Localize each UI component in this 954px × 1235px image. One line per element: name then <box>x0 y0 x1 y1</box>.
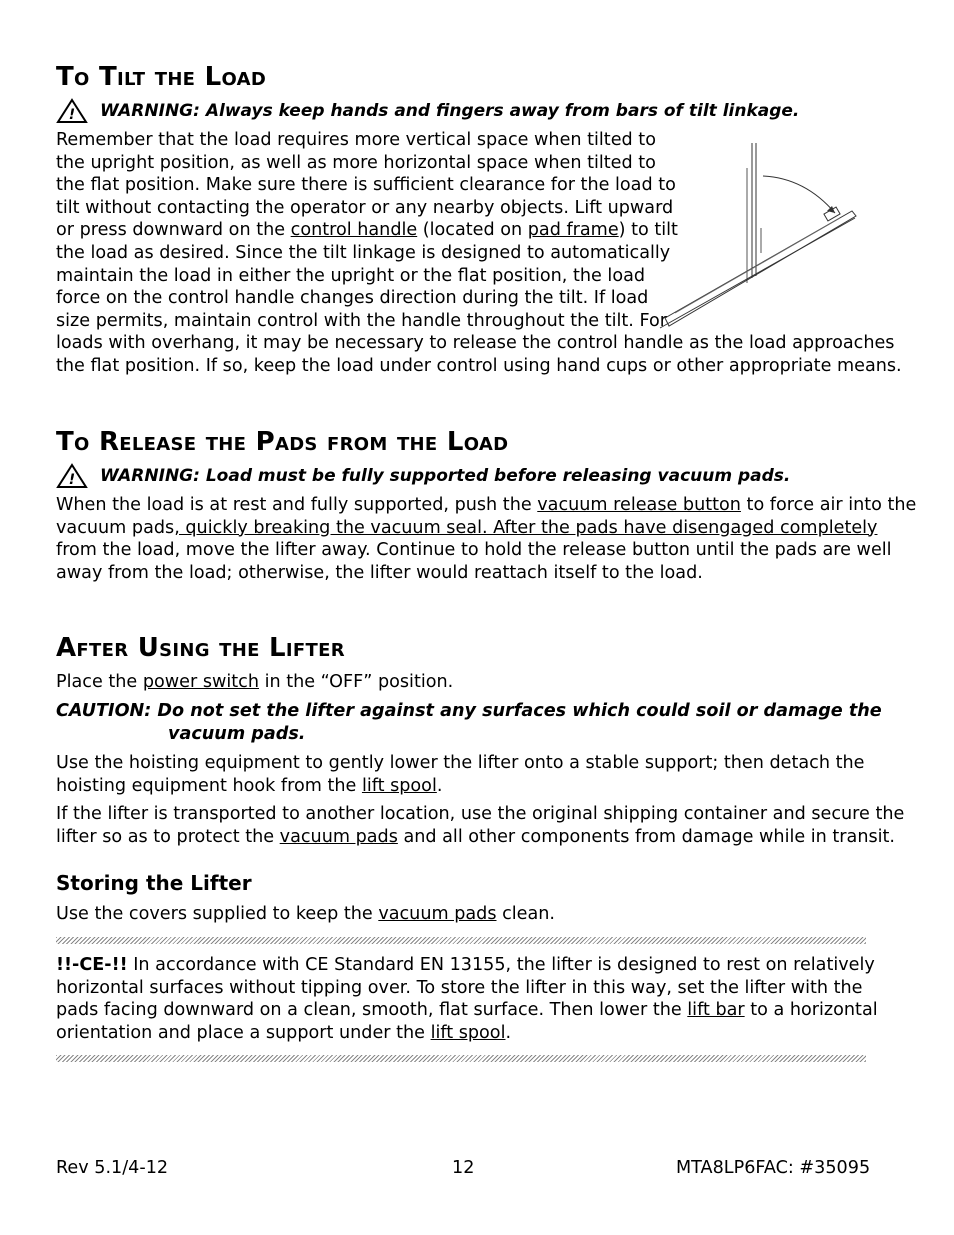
text-segment: Use the covers supplied to keep the <box>56 904 379 924</box>
text-segment: orientation and place a support under the <box>56 1022 431 1043</box>
text-segment: from the load, move the lifter away. Continue to hold the release button until the pads are well <box>56 540 892 561</box>
text-segment: away from the load; otherwise, the lifter would reattach itself to the load. <box>56 562 703 583</box>
part-reference: vacuum release button <box>537 495 741 515</box>
text-segment: in the “OFF” position. <box>258 672 454 692</box>
text-segment: lifter so as to protect the <box>56 826 280 847</box>
svg-text:!: ! <box>68 107 76 123</box>
text-segment: to a horizontal <box>744 1000 878 1021</box>
text-segment: loads with overhang, it may be necessary to release the control handle as the load approaches <box>56 333 895 354</box>
text-line <box>56 539 916 562</box>
text-segment: or press downward on the <box>56 220 291 241</box>
part-reference: , quickly breaking the vacuum seal. After the pads have disengaged completely <box>174 517 878 538</box>
text-segment: Place the <box>56 672 143 692</box>
footer-page-number: 12 <box>452 1158 475 1178</box>
text-segment: . <box>505 1022 512 1043</box>
release-warning <box>56 463 790 489</box>
hatch-divider-bottom <box>56 1055 866 1062</box>
footer-revision: Rev 5.1/4-12 <box>56 1158 169 1178</box>
text-segment: hoisting equipment hook from the <box>56 775 362 796</box>
part-reference: power switch <box>142 672 259 692</box>
text-line <box>56 775 864 798</box>
svg-text:!: ! <box>68 472 76 488</box>
text-segment: the load as desired. Since the tilt linkage is designed to automatically <box>56 242 671 263</box>
text-segment: (located on <box>417 220 528 241</box>
text-segment: the flat position. If so, keep the load under control using hand cups or other appropriate means. <box>56 355 902 376</box>
text-segment: horizontal surfaces without tipping over. To store the lifter in this way, set the lifter with the <box>56 977 863 998</box>
text-segment: . <box>436 775 443 796</box>
text-line <box>56 752 864 775</box>
text-segment: force on the control handle changes direction during the tilt. If load <box>56 288 649 309</box>
text-segment: size permits, maintain control with the handle throughout the tilt. For <box>56 310 667 331</box>
text-line <box>56 954 878 977</box>
text-line <box>56 562 916 585</box>
caution-line-1: CAUTION: Do not set the lifter against any surfaces which could soil or damage the <box>56 701 882 721</box>
text-segment: maintain the load in either the upright or the flat position, the load <box>56 265 646 286</box>
text-line <box>56 517 916 540</box>
ce-lead: !!-CE-!! <box>56 955 128 975</box>
text-segment: to force air into the <box>740 495 917 515</box>
tilt-warning <box>56 98 799 124</box>
text-segment: ) to tilt <box>618 220 678 241</box>
part-reference: control handle <box>290 220 418 241</box>
text-segment: the flat position. Make sure there is sufficient clearance for the load to <box>56 175 676 196</box>
text-segment: and all other components from damage while in transit. <box>397 826 896 847</box>
tilt-heading: To Tilt the Load <box>56 62 267 92</box>
caution-line-2: vacuum pads. <box>168 724 306 744</box>
text-segment: If the lifter is transported to another location, use the original shipping container and secure the <box>56 804 905 824</box>
part-reference: vacuum pads <box>378 904 497 924</box>
text-line <box>56 494 916 517</box>
after-hoist <box>56 752 864 797</box>
text-line <box>56 999 878 1022</box>
part-reference: pad frame <box>527 220 619 241</box>
text-line <box>56 671 453 694</box>
warning-icon <box>56 98 88 124</box>
part-reference: lift bar <box>687 1000 745 1021</box>
after-power <box>56 671 453 694</box>
storing-text <box>56 903 555 926</box>
text-segment: clean. <box>496 904 556 924</box>
text-line <box>56 803 904 826</box>
text-line <box>56 977 878 1000</box>
text-segment: Use the hoisting equipment to gently lower the lifter onto a stable support; then detach the <box>56 753 865 773</box>
release-warning-text: WARNING: Load must be fully supported before releasing vacuum pads. <box>100 466 791 486</box>
text-line <box>56 1022 878 1045</box>
after-heading: After Using the Lifter <box>56 633 345 663</box>
part-reference: lift spool <box>430 1022 506 1043</box>
text-segment: pads facing downward on a clean, smooth, flat surface. Then lower the <box>56 1000 688 1021</box>
footer-model: MTA8LP6FAC: #35095 <box>676 1158 871 1178</box>
text-segment: vacuum pads <box>56 517 175 538</box>
release-body <box>56 494 916 584</box>
part-reference: lift spool <box>361 775 437 796</box>
part-reference: vacuum pads <box>279 826 398 847</box>
text-segment: In accordance with CE Standard EN 13155, the lifter is designed to rest on relatively <box>127 955 875 975</box>
text-line <box>56 355 902 378</box>
warning-icon <box>56 463 88 489</box>
ce-note <box>56 954 878 1044</box>
hatch-divider-top <box>56 937 866 944</box>
release-heading: To Release the Pads from the Load <box>56 427 509 457</box>
tilt-linkage-illustration <box>655 138 860 333</box>
text-line <box>56 903 555 926</box>
text-segment: the upright position, as well as more horizontal space when tilted to <box>56 152 656 173</box>
text-line <box>56 826 904 849</box>
after-transport <box>56 803 904 848</box>
text-line <box>56 332 902 355</box>
tilt-warning-text: WARNING: Always keep hands and fingers away from bars of tilt linkage. <box>100 101 800 121</box>
storing-heading: Storing the Lifter <box>56 871 252 895</box>
text-segment: Remember that the load requires more vertical space when tilted to <box>56 130 656 150</box>
text-segment: tilt without contacting the operator or any nearby objects. Lift upward <box>56 197 674 218</box>
text-segment: When the load is at rest and fully supported, push the <box>56 495 538 515</box>
